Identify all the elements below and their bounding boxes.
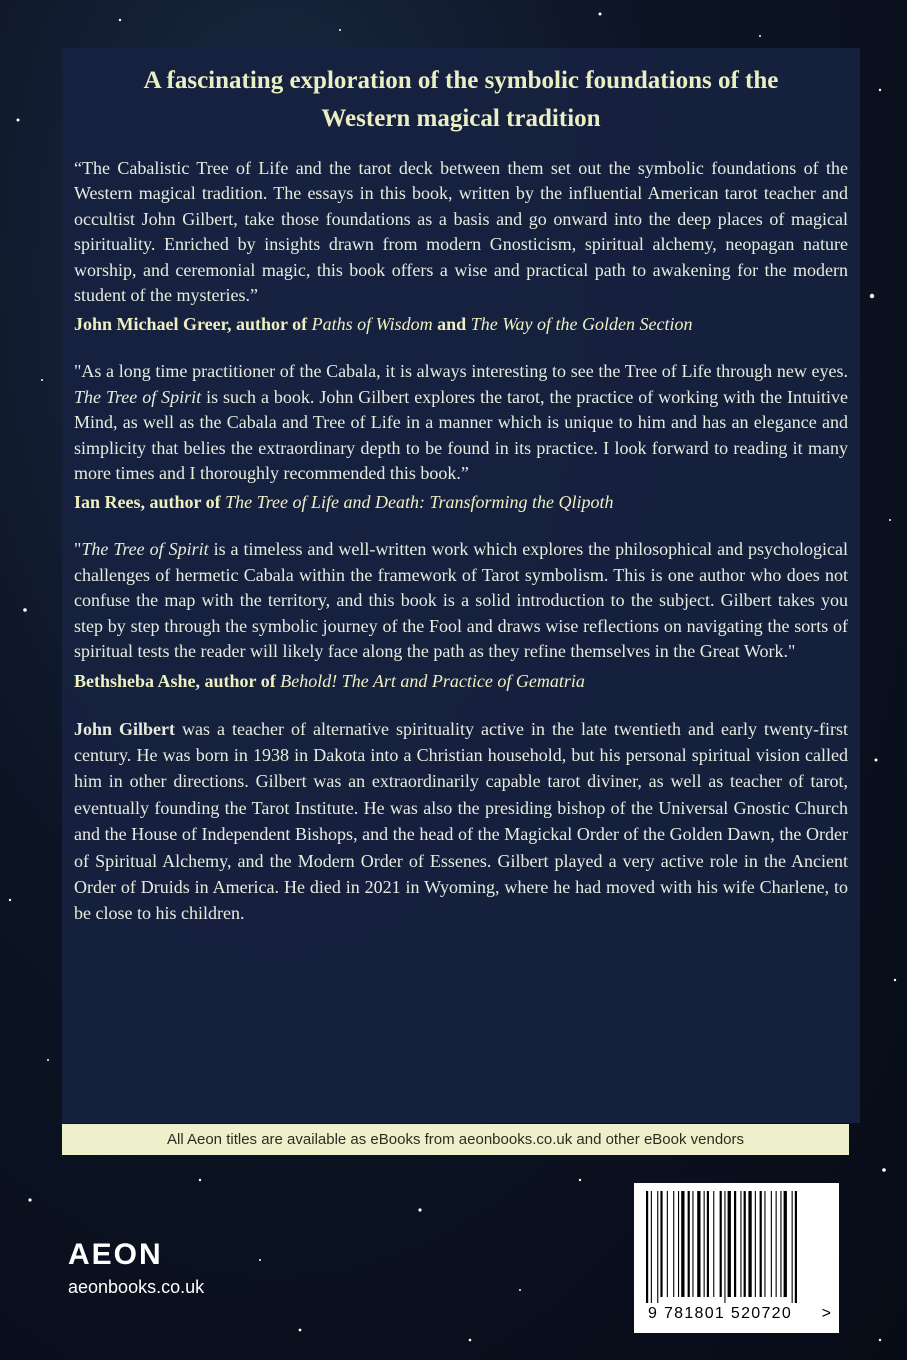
- barcode-bar: [728, 1191, 731, 1297]
- barcode-bar: [792, 1191, 793, 1303]
- barcode-bar: [795, 1191, 797, 1303]
- barcode-bar: [651, 1191, 652, 1303]
- publisher-logo: [68, 1240, 204, 1302]
- barcode-bar: [707, 1191, 709, 1297]
- barcode-bar: [688, 1191, 690, 1297]
- barcode-bar: [657, 1191, 658, 1303]
- quote-2-attribution: Ian Rees, author of The Tree of Life and Death: Transforming the Qlipoth: [74, 492, 614, 513]
- text-panel: [62, 48, 860, 1123]
- headline: [74, 62, 848, 138]
- barcode-bar: [646, 1191, 648, 1303]
- quote-1-attribution: John Michael Greer, author of Paths of Wisdom and The Way of the Golden Section: [74, 314, 693, 335]
- barcode-bar: [660, 1191, 662, 1297]
- barcode-bar: [764, 1191, 765, 1297]
- barcode-bar: [724, 1191, 725, 1303]
- barcode-bar: [776, 1191, 777, 1297]
- isbn-barcode: [634, 1183, 839, 1333]
- barcode-bar: [784, 1191, 787, 1297]
- barcode-bar: [720, 1191, 722, 1297]
- barcode-bar: [678, 1191, 679, 1297]
- barcode-bar: [734, 1191, 736, 1297]
- isbn-number: 9 781801 520720: [648, 1305, 793, 1322]
- barcode-bar: [771, 1191, 772, 1297]
- barcode-bar: [744, 1191, 746, 1297]
- barcode-bar: [692, 1191, 693, 1297]
- aeon-logo-word: AEON: [68, 1238, 163, 1271]
- barcode-bar: [681, 1191, 684, 1297]
- barcode-bar: [673, 1191, 674, 1297]
- headline-line-2: Western magical tradition: [321, 105, 601, 132]
- barcode-bar: [740, 1191, 741, 1297]
- barcode-bar: [713, 1191, 714, 1297]
- barcode-bar: [760, 1191, 762, 1297]
- barcode-bars: [642, 1191, 832, 1303]
- quote-3-attribution: Bethsheba Ashe, author of Behold! The Art and Practice of Gematria: [74, 670, 585, 691]
- author-bio: John Gilbert was a teacher of alternative spirituality active in the late twentieth and early twenty-first century. He was born in 1938 in Dakota into a Christian household, but his personal spiritual vision called him in other directions. Gilbert was an extraordinarily capable tarot diviner, as well as teacher of tarot, eventually founding the Tarot Institute. He was also the presiding bishop of the Universal Gnostic Church and the House of Independent Bishops, and the head of the Magickal Order of the Golden Dawn, the Order of Spiritual Alchemy, and the Modern Order of Essenes. Gilbert played a very active role in the Ancient Order of Druids in America. He died in 2021 in Wyoming, where he had moved with his wife Charlene, to be close to his children.: [74, 718, 848, 924]
- barcode-bar: [748, 1191, 751, 1297]
- barcode-bar: [755, 1191, 756, 1297]
- author-name: John Gilbert: [74, 718, 176, 739]
- barcode-bar: [780, 1191, 781, 1297]
- barcode-bar: [667, 1191, 668, 1297]
- isbn-arrow: >: [821, 1305, 831, 1322]
- ebook-banner: All Aeon titles are available as eBooks from aeonbooks.co.uk and other eBook vendors: [62, 1124, 849, 1155]
- quote-1: “The Cabalistic Tree of Life and the tarot deck between them set out the symbolic foundations of the Western magical tradition. The essays in this book, written by the influential American tarot teacher and occultist John Gilbert, take those foundations as a basis and go onward into the deep places of magical spirituality. Enriched by insights drawn from modern Gnosticism, spiritual alchemy, neopagan nature worship, and ceremonial magic, this book offers a wise and practical path to awakening for the modern student of the mysteries.”: [74, 158, 848, 306]
- barcode-bar: [704, 1191, 705, 1297]
- quote-3: "The Tree of Spirit is a timeless and well-written work which explores the philosophical and psychological challenges of hermetic Cabala within the framework of Tarot symbolism. This is one author who does not confuse the map with the territory, and this book is a solid introduction to the subject. Gilbert takes you step by step through the symbolic journey of the Fool and draws wise reflections on navigating the sorts of spiritual tests the reader will likely face along the path as they refine themselves in the Great Work.": [74, 539, 848, 662]
- headline-line-1: A fascinating exploration of the symbolic foundations of the: [143, 67, 779, 94]
- barcode-bar: [697, 1191, 700, 1297]
- publisher-url: aeonbooks.co.uk: [68, 1277, 205, 1297]
- quote-2: "As a long time practitioner of the Cabala, it is always interesting to see the Tree of Life through new eyes. The Tree of Spirit is such a book. John Gilbert explores the tarot, the practice of working with the Intuitive Mind, as well as the Cabala and Tree of Life in a manner which is unique to him and has an elegance and simplicity that belies the extraordinary depth to be found in its practice. I look forward to reading it many more times and I thoroughly recommended this book.”: [74, 361, 848, 484]
